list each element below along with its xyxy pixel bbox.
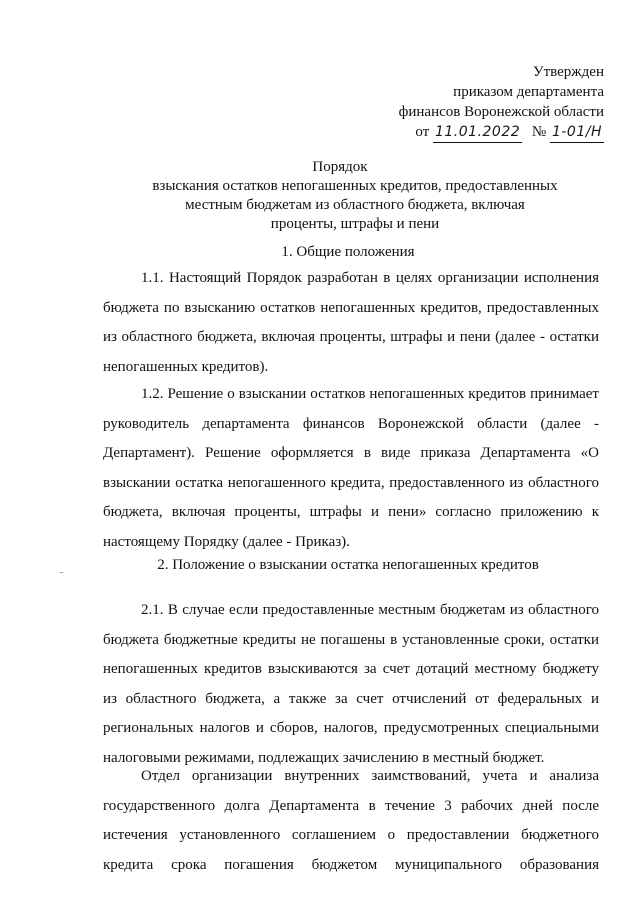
from-label: от	[415, 124, 430, 140]
approval-date-line	[399, 122, 604, 143]
title-line-1: Порядок	[312, 159, 368, 175]
section-2-heading: 2. Положение о взыскании остатка непогашенных кредитов	[157, 557, 539, 573]
paragraph-1-2: 1.2. Решение о взыскании остатков непогашенных кредитов принимает руководитель департамента финансов Воронежской области (далее - Департамент). Решение оформляется в виде приказа Департамента «О взыскании остатка непогашенного кредита, предоставленного из областного бюджета, включая проценты, штрафы и пени» согласно приложению к настоящему Порядку (далее - Приказ).	[103, 386, 599, 550]
title-line-4: проценты, штрафы и пени	[270, 216, 440, 232]
handwritten-date: 11.01.2022	[433, 122, 522, 143]
paragraph-1-1: 1.1. Настоящий Порядок разработан в целях организации исполнения бюджета по взысканию остатков непогашенных кредитов, предоставленных из областного бюджета, включая проценты, штрафы и пени (далее - остатки непогашенных кредитов).	[103, 270, 599, 375]
approval-block	[399, 62, 604, 143]
approval-line-3: финансов Воронежской области	[398, 104, 604, 120]
document-title	[0, 158, 640, 234]
title-line-3: местным бюджетам из областного бюджета, включая	[185, 197, 525, 213]
handwritten-number: 1-01/Н	[550, 122, 604, 143]
paragraph-2-1: 2.1. В случае если предоставленные местным бюджетам из областного бюджета бюджетные кредиты не погашены в установленные сроки, остатки непогашенных кредитов взыскиваются за счет дотаций местному бюджету из областного бюджета, а также за счет отчислений от федеральных и региональных налогов и сборов, налогов, предусмотренных специальными налоговыми режимами, подлежащих зачислению в местный бюджет.	[103, 602, 599, 766]
section-1-heading: 1. Общие положения	[281, 244, 415, 260]
title-line-2: взыскания остатков непогашенных кредитов, предоставленных	[152, 178, 558, 194]
number-label: №	[531, 124, 547, 140]
approval-line-2: приказом департамента	[453, 84, 604, 100]
approval-line-1: Утвержден	[532, 64, 604, 80]
paragraph-2-2: Отдел организации внутренних заимствований, учета и анализа государственного долга Департамента в течение 3 рабочих дней после истечения установленного соглашением о предоставлении бюджетного кредита срока погашения бюджетом муниципального образования	[103, 768, 599, 873]
